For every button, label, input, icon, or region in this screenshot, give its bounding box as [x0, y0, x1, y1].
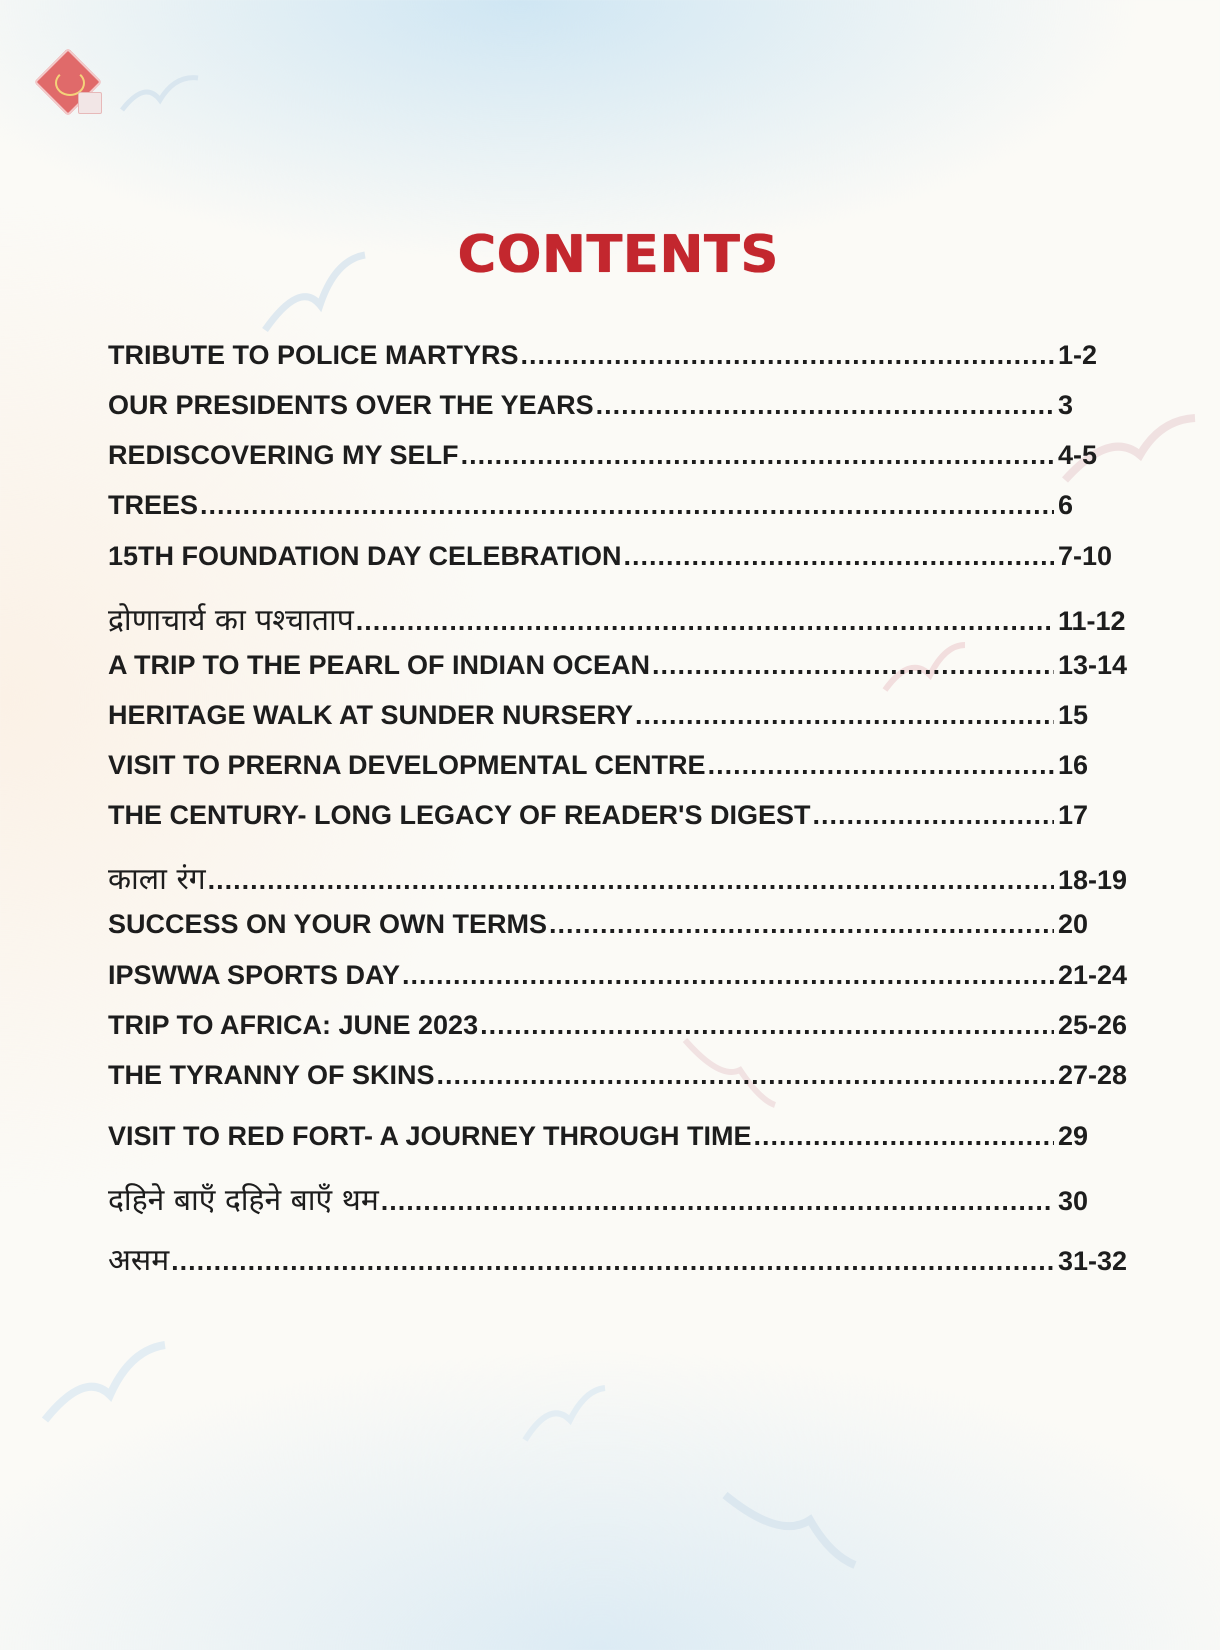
toc-entry: OUR PRESIDENTS OVER THE YEARS ..... 3: [108, 390, 1148, 430]
page-number: 6: [1058, 490, 1074, 520]
toc-entry: A TRIP TO THE PEARL OF INDIAN OCEAN ..... 13-14: [108, 650, 1148, 690]
page-number: 15: [1058, 700, 1089, 730]
page-number: 17: [1058, 800, 1089, 830]
toc-entry: असम ..... 31-32: [108, 1238, 1148, 1278]
page-number: 7-10: [1058, 541, 1113, 571]
bird-decoration: [520, 1380, 610, 1450]
toc-entry: 15TH FOUNDATION DAY CELEBRATION ..... 7-10: [108, 541, 1148, 581]
page-title: CONTENTS: [457, 225, 779, 285]
toc-entry: IPSWWA SPORTS DAY ..... 21-24: [108, 960, 1148, 1000]
toc-entry: VISIT TO PRERNA DEVELOPMENTAL CENTRE ..... 16: [108, 750, 1148, 790]
page-number: 30: [1058, 1186, 1089, 1216]
toc-entry: TRIBUTE TO POLICE MARTYRS ..... 1-2: [108, 340, 1148, 380]
badge-icon: [78, 92, 102, 114]
toc-entry: THE CENTURY- LONG LEGACY OF READER'S DIGEST ..... 17: [108, 800, 1148, 840]
page-number: 25-26: [1058, 1010, 1128, 1040]
toc-entry: HERITAGE WALK AT SUNDER NURSERY ..... 15: [108, 700, 1148, 740]
page-number: 11-12: [1058, 606, 1126, 636]
toc-entry: द्रोणाचार्य का पश्चाताप ..... 11-12: [108, 598, 1148, 638]
bird-decoration: [720, 1480, 860, 1570]
page-number: 3: [1058, 390, 1074, 420]
toc-entry: THE TYRANNY OF SKINS ..... 27-28: [108, 1060, 1148, 1100]
toc-entry: SUCCESS ON YOUR OWN TERMS ..... 20: [108, 909, 1148, 949]
toc-entry: TRIP TO AFRICA: JUNE 2023 ..... 25-26: [108, 1010, 1148, 1050]
page-number: 4-5: [1058, 440, 1098, 470]
page-number: 21-24: [1058, 960, 1128, 990]
toc-entry: REDISCOVERING MY SELF ..... 4-5: [108, 440, 1148, 480]
toc-entry: दहिने बाएँ दहिने बाएँ थम ..... 30: [108, 1178, 1148, 1218]
toc-entry: TREES ..... 6: [108, 490, 1148, 530]
page-number: 18-19: [1058, 865, 1128, 895]
page-number: 1-2: [1058, 340, 1098, 370]
toc-entry: VISIT TO RED FORT- A JOURNEY THROUGH TIME ..... 29: [108, 1121, 1148, 1161]
page-number: 27-28: [1058, 1060, 1128, 1090]
page-number: 16: [1058, 750, 1089, 780]
page-number: 29: [1058, 1121, 1089, 1151]
toc-entry: काला रंग ..... 18-19: [108, 857, 1148, 897]
bird-decoration: [40, 1330, 170, 1430]
bird-decoration: [120, 70, 200, 120]
page-number: 13-14: [1058, 650, 1128, 680]
page-number: 20: [1058, 909, 1089, 939]
page-number: 31-32: [1058, 1246, 1128, 1276]
